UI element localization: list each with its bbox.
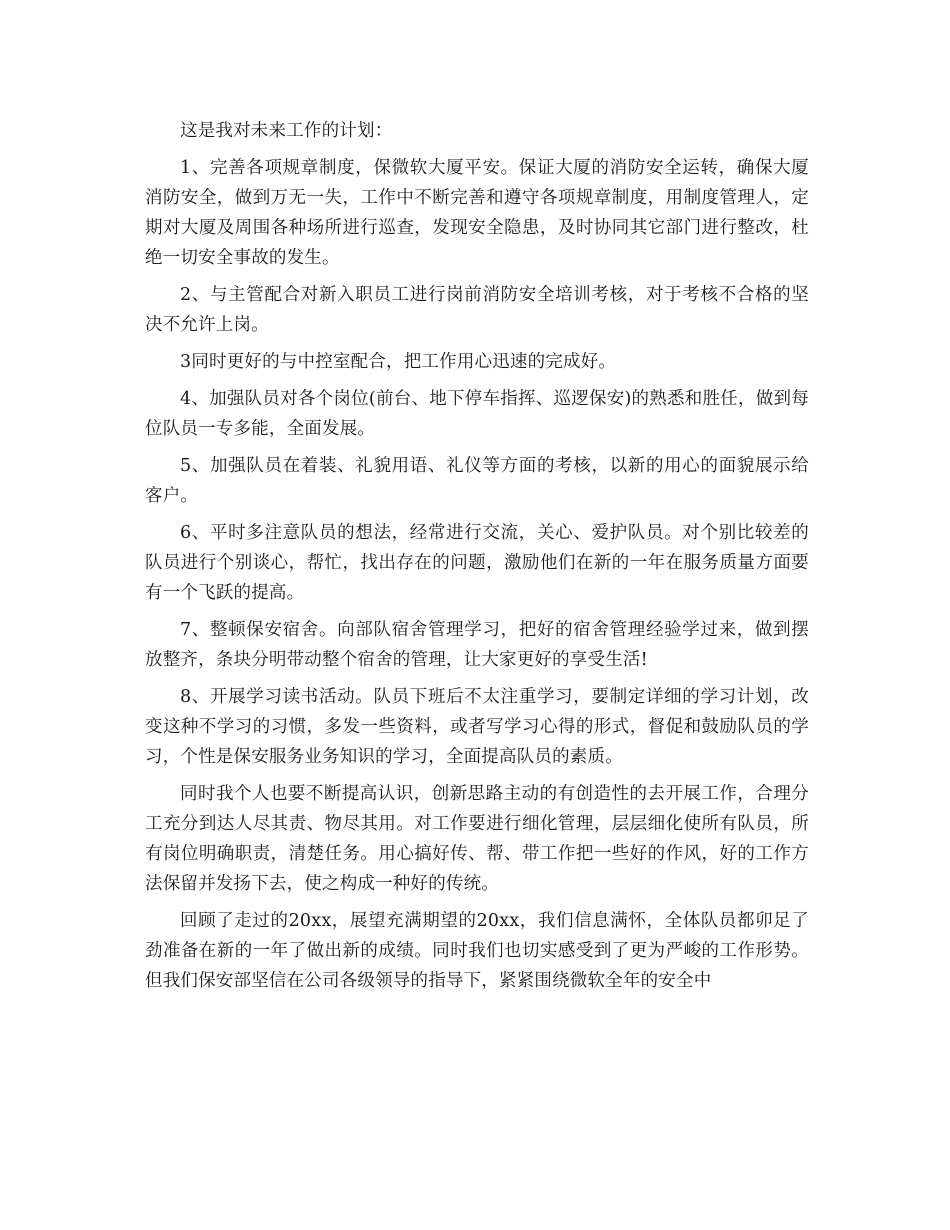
paragraph-review: 回顾了走过的20xx，展望充满期望的20xx，我们信息满怀，全体队员都卯足了劲准备在新的一年了做出新的成绩。同时我们也切实感受到了更为严峻的工作形势。但我们保安部坚信在公司各级领导的指导下，紧紧围绕微软全年的安全中 (145, 911, 809, 991)
paragraph-item-2: 2、与主管配合对新入职员工进行岗前消防安全培训考核，对于考核不合格的坚决不允许上岗。 (145, 285, 809, 335)
paragraph-item-8: 8、开展学习读书活动。队员下班后不太注重学习，要制定详细的学习计划，改变这种不学习的习惯，多发一些资料，或者写学习心得的形式，督促和鼓励队员的学习，个性是保安服务业务知识的学习，全面提高队员的素质。 (145, 687, 809, 767)
paragraph-intro: 这是我对未来工作的计划： (180, 121, 393, 141)
paragraph-item-4: 4、加强队员对各个岗位(前台、地下停车指挥、巡逻保安)的熟悉和胜任，做到每位队员一专多能，全面发展。 (145, 389, 809, 439)
paragraph-item-5: 5、加强队员在着装、礼貌用语、礼仪等方面的考核，以新的用心的面貌展示给客户。 (145, 456, 809, 506)
paragraph-personal: 同时我个人也要不断提高认识，创新思路主动的有创造性的去开展工作，合理分工充分到达人尽其责、物尽其用。对工作要进行细化管理，层层细化使所有队员，所有岗位明确职责，清楚任务。用心搞好传、帮、带工作把一些好的作风，好的工作方法保留并发扬下去，使之构成一种好的传统。 (145, 784, 809, 894)
document-body (145, 116, 809, 1003)
paragraph-item-3: 3同时更好的与中控室配合，把工作用心迅速的完成好。 (180, 352, 617, 372)
paragraph-item-1: 1、完善各项规章制度，保微软大厦平安。保证大厦的消防安全运转，确保大厦消防安全，做到万无一失，工作中不断完善和遵守各项规章制度，用制度管理人，定期对大厦及周围各种场所进行巡查，发现安全隐患，及时协同其它部门进行整改，杜绝一切安全事故的发生。 (145, 158, 809, 268)
paragraph-item-6: 6、平时多注意队员的想法，经常进行交流，关心、爱护队员。对个别比较差的队员进行个别谈心，帮忙，找出存在的问题，激励他们在新的一年在服务质量方面要有一个飞跃的提高。 (145, 523, 809, 603)
paragraph-item-7: 7、整顿保安宿舍。向部队宿舍管理学习，把好的宿舍管理经验学过来，做到摆放整齐，条块分明带动整个宿舍的管理，让大家更好的享受生活! (145, 620, 809, 670)
